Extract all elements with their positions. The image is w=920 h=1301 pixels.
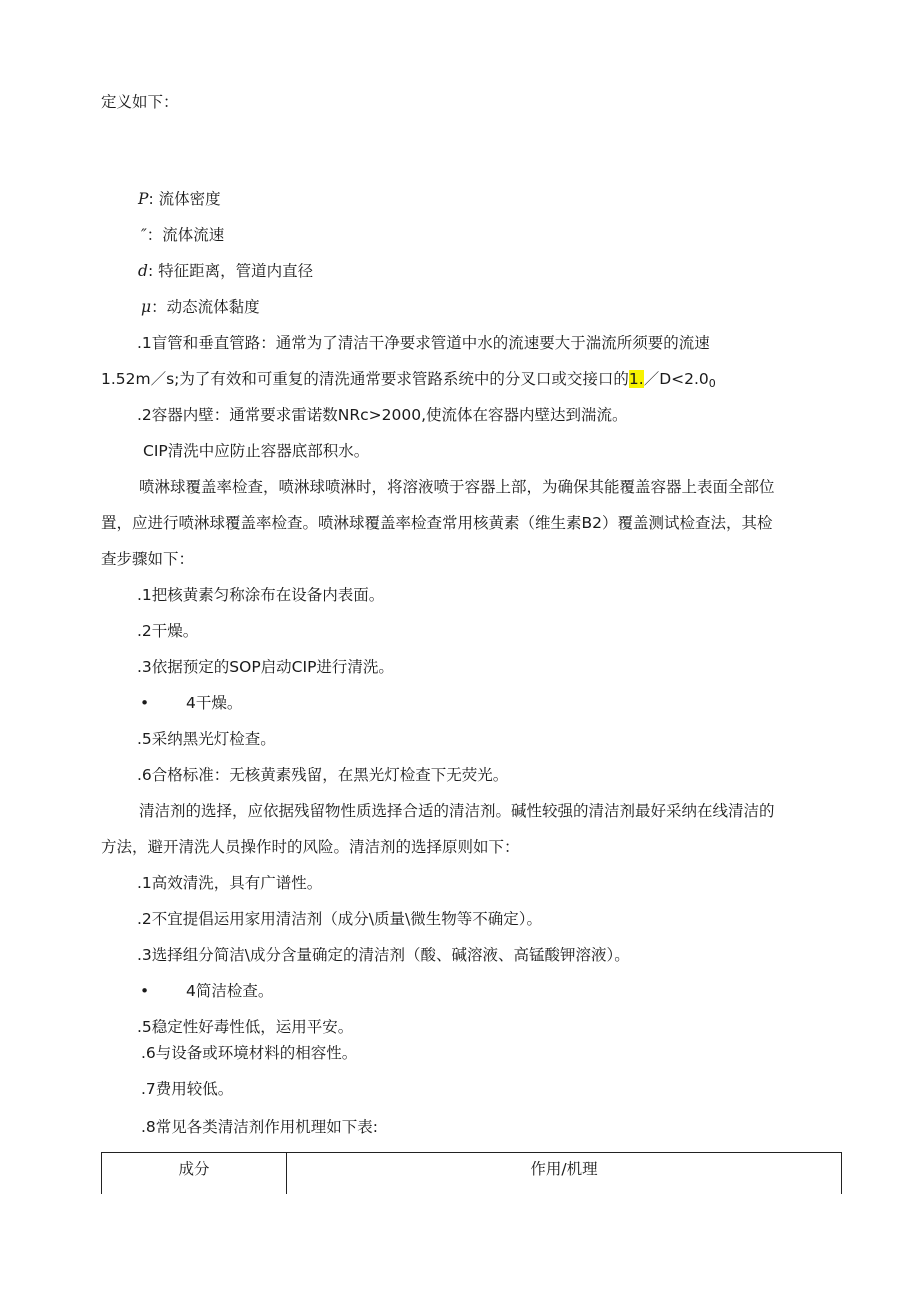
detergent-table: [101, 1152, 842, 1194]
definition-text: ：动态流体黏度: [151, 298, 260, 316]
cip-note: CIP清洗中应防止容器底部积水。: [143, 442, 370, 460]
bullet-icon: •: [140, 982, 150, 1000]
spray-ball-text: 喷淋球覆盖率检查，喷淋球喷淋时，将溶液喷于容器上部，为确保其能覆盖容器上表面全部位: [139, 478, 775, 496]
principle-2: .2不宜提倡运用家用清洁剂（成分\质量\微生物等不确定）。: [137, 910, 542, 928]
spray-ball-text: 置，应进行喷淋球覆盖率检查。喷淋球覆盖率检查常用核黄素（维生素B2）覆盖测试检查法，其检: [101, 514, 773, 532]
principle-text: 4简洁检查。: [186, 982, 274, 1000]
table-header-mechanism: 作用/机理: [287, 1153, 842, 1195]
definition-distance: [138, 261, 313, 281]
pipe-flow-ratio: ／D<2.0: [643, 370, 709, 388]
spray-ball-line-3: 查步骤如下：: [101, 550, 195, 568]
detergent-line-2: 方法，避开清洗人员操作时的风险。清洁剂的选择原则如下：: [101, 838, 520, 856]
detergent-line-1: [139, 801, 841, 821]
definition-symbol: P: [138, 190, 149, 208]
step-2: .2干燥。: [137, 622, 199, 640]
step-text: 4干燥。: [186, 694, 243, 712]
principle-7: .7费用较低。: [141, 1080, 234, 1098]
pipe-flow-line-1: .1盲管和垂直管路：通常为了清洁干净要求管道中水的流速要大于湍流所须要的流速: [137, 334, 710, 352]
highlighted-text: 1.: [628, 370, 644, 388]
definition-density: [138, 189, 221, 209]
principle-4: [140, 981, 273, 1001]
definition-text: : 流体密度: [148, 190, 221, 208]
principle-3: .3选择组分简洁\成分含量确定的清洁剂（酸、碱溶液、高锰酸钾溶液）。: [137, 946, 630, 964]
definition-text: : 特征距离，管道内直径: [147, 262, 314, 280]
table-header-component: 成分: [102, 1153, 287, 1195]
pipe-flow-line-2: [101, 369, 716, 394]
principle-8: .8常见各类清洁剂作用机理如下表:: [141, 1118, 379, 1136]
step-6: .6合格标准：无核黄素残留，在黑光灯检查下无荧光。: [137, 766, 509, 784]
pipe-flow-text: 1.52m／s;为了有效和可重复的清洗通常要求管路系统中的分叉口或交接口的: [101, 370, 629, 388]
definition-symbol: d: [138, 262, 148, 280]
step-5: .5采纳黑光灯检查。: [137, 730, 276, 748]
definition-velocity: [141, 225, 224, 245]
step-1: .1把核黄素匀称涂布在设备内表面。: [137, 586, 385, 604]
definition-symbol: μ: [141, 298, 152, 316]
spray-ball-line-1: [139, 477, 841, 497]
detergent-text: 清洁剂的选择，应依据残留物性质选择合适的清洁剂。碱性较强的清洁剂最好采纳在线清洁的: [139, 802, 775, 820]
bullet-icon: •: [140, 694, 150, 712]
definition-symbol: ″: [141, 226, 147, 244]
spray-ball-line-2: [101, 513, 841, 533]
principle-1: .1高效清洗，具有广谱性。: [137, 874, 323, 892]
step-3: .3依据预定的SOP启动CIP进行清洗。: [137, 658, 394, 676]
principle-6: .6与设备或环境材料的相容性。: [141, 1044, 358, 1062]
definition-text: ：流体流速: [146, 226, 225, 244]
pipe-flow-subscript: 0: [708, 377, 716, 390]
principle-5: .5稳定性好毒性低，运用平安。: [137, 1018, 354, 1036]
vessel-wall-text: .2容器内壁：通常要求雷诺数NRc>2000,使流体在容器内壁达到湍流。: [137, 406, 628, 424]
step-4: [140, 693, 242, 713]
definition-viscosity: [141, 297, 260, 317]
table-header-row: [102, 1153, 842, 1195]
intro-text: 定义如下：: [101, 93, 179, 111]
